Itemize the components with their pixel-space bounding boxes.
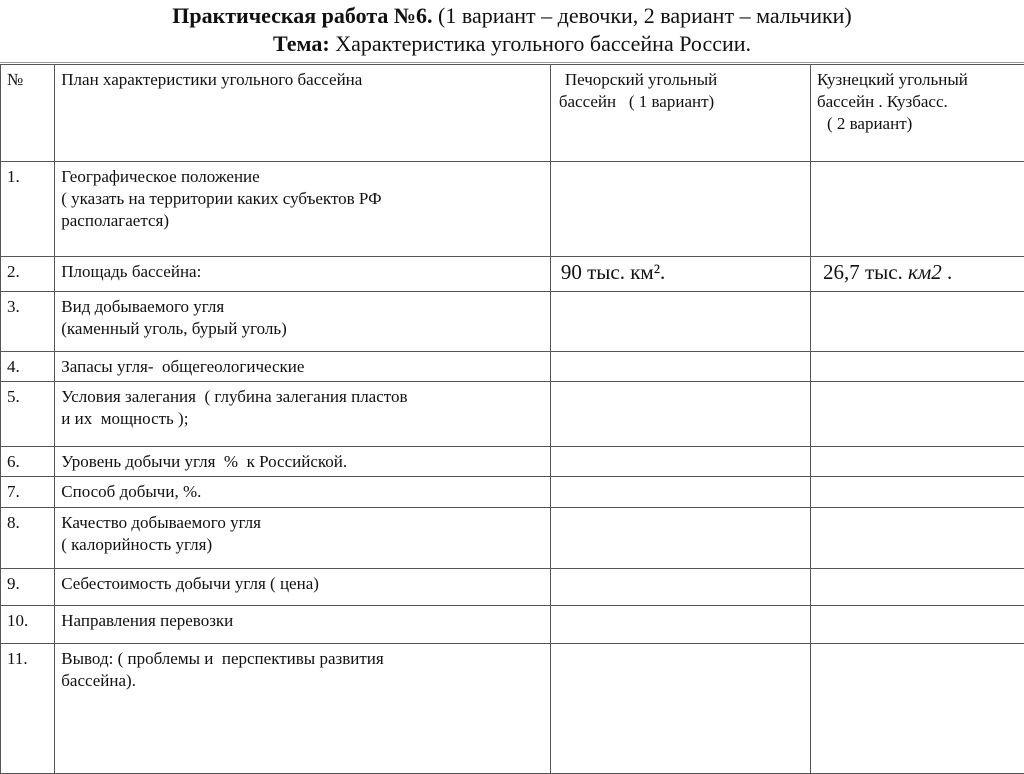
answer-cell-kuzbass[interactable]: [810, 447, 1024, 477]
table-row: 3. Вид добываемого угля (каменный уголь, бурый уголь): [1, 292, 1024, 352]
table-row: 5. Условия залегания ( глубина залегания пластов и их мощность );: [1, 382, 1024, 447]
topic-text: Характеристика угольного бассейна России.: [330, 31, 751, 56]
table-row: 7. Способ добычи, %.: [1, 477, 1024, 508]
answer-cell-pechora[interactable]: [550, 508, 810, 569]
answer-cell-pechora[interactable]: [550, 606, 810, 644]
answer-cell-pechora[interactable]: 90 тыс. км².: [550, 257, 810, 292]
answer-cell-pechora[interactable]: [550, 447, 810, 477]
header-pechora: Печорский угольный бассейн ( 1 вариант): [550, 65, 810, 162]
answer-cell-kuzbass[interactable]: [810, 644, 1024, 774]
topic-label: Тема:: [273, 31, 330, 56]
answer-cell-kuzbass[interactable]: [810, 606, 1024, 644]
table-row: 1. Географическое положение ( указать на территории каких субъектов РФ располагается): [1, 162, 1024, 257]
variant-note: (1 вариант – девочки, 2 вариант – мальчики): [433, 3, 852, 28]
answer-cell-pechora[interactable]: [550, 382, 810, 447]
title-line-1: [0, 3, 1024, 29]
answer-cell-kuzbass[interactable]: [810, 352, 1024, 382]
header-plan: План характеристики угольного бассейна: [55, 65, 551, 162]
table-header-row: [1, 65, 1024, 162]
answer-cell-pechora[interactable]: [550, 477, 810, 508]
answer-cell-pechora[interactable]: [550, 292, 810, 352]
work-title: Практическая работа №6.: [172, 3, 432, 28]
title-line-2: [0, 31, 1024, 57]
answer-cell-kuzbass[interactable]: [810, 477, 1024, 508]
divider: [0, 62, 1024, 63]
answer-cell-kuzbass[interactable]: [810, 508, 1024, 569]
answer-cell-pechora[interactable]: [550, 352, 810, 382]
table-row: 4. Запасы угля- общегеологические: [1, 352, 1024, 382]
answer-cell-kuzbass[interactable]: [810, 569, 1024, 606]
answer-cell-kuzbass[interactable]: [810, 382, 1024, 447]
table-row: 9. Себестоимость добычи угля ( цена): [1, 569, 1024, 606]
table-row: 10. Направления перевозки: [1, 606, 1024, 644]
header-kuzbass: Кузнецкий угольный бассейн . Кузбасс. ( 2 вариант): [810, 65, 1024, 162]
table-row: 2. Площадь бассейна: 90 тыс. км². 26,7 тыс. км2 .: [1, 257, 1024, 292]
answer-cell-kuzbass[interactable]: [810, 292, 1024, 352]
answer-cell-pechora[interactable]: [550, 162, 810, 257]
characteristics-table: [0, 64, 1024, 774]
header-num: №: [1, 65, 55, 162]
answer-cell-pechora[interactable]: [550, 644, 810, 774]
answer-cell-kuzbass[interactable]: [810, 162, 1024, 257]
answer-cell-pechora[interactable]: [550, 569, 810, 606]
table-row: 8. Качество добываемого угля ( калорийность угля): [1, 508, 1024, 569]
table-row: 11. Вывод: ( проблемы и перспективы развития бассейна).: [1, 644, 1024, 774]
table-row: 6. Уровень добычи угля % к Российской.: [1, 447, 1024, 477]
answer-cell-kuzbass[interactable]: 26,7 тыс. км2 .: [810, 257, 1024, 292]
